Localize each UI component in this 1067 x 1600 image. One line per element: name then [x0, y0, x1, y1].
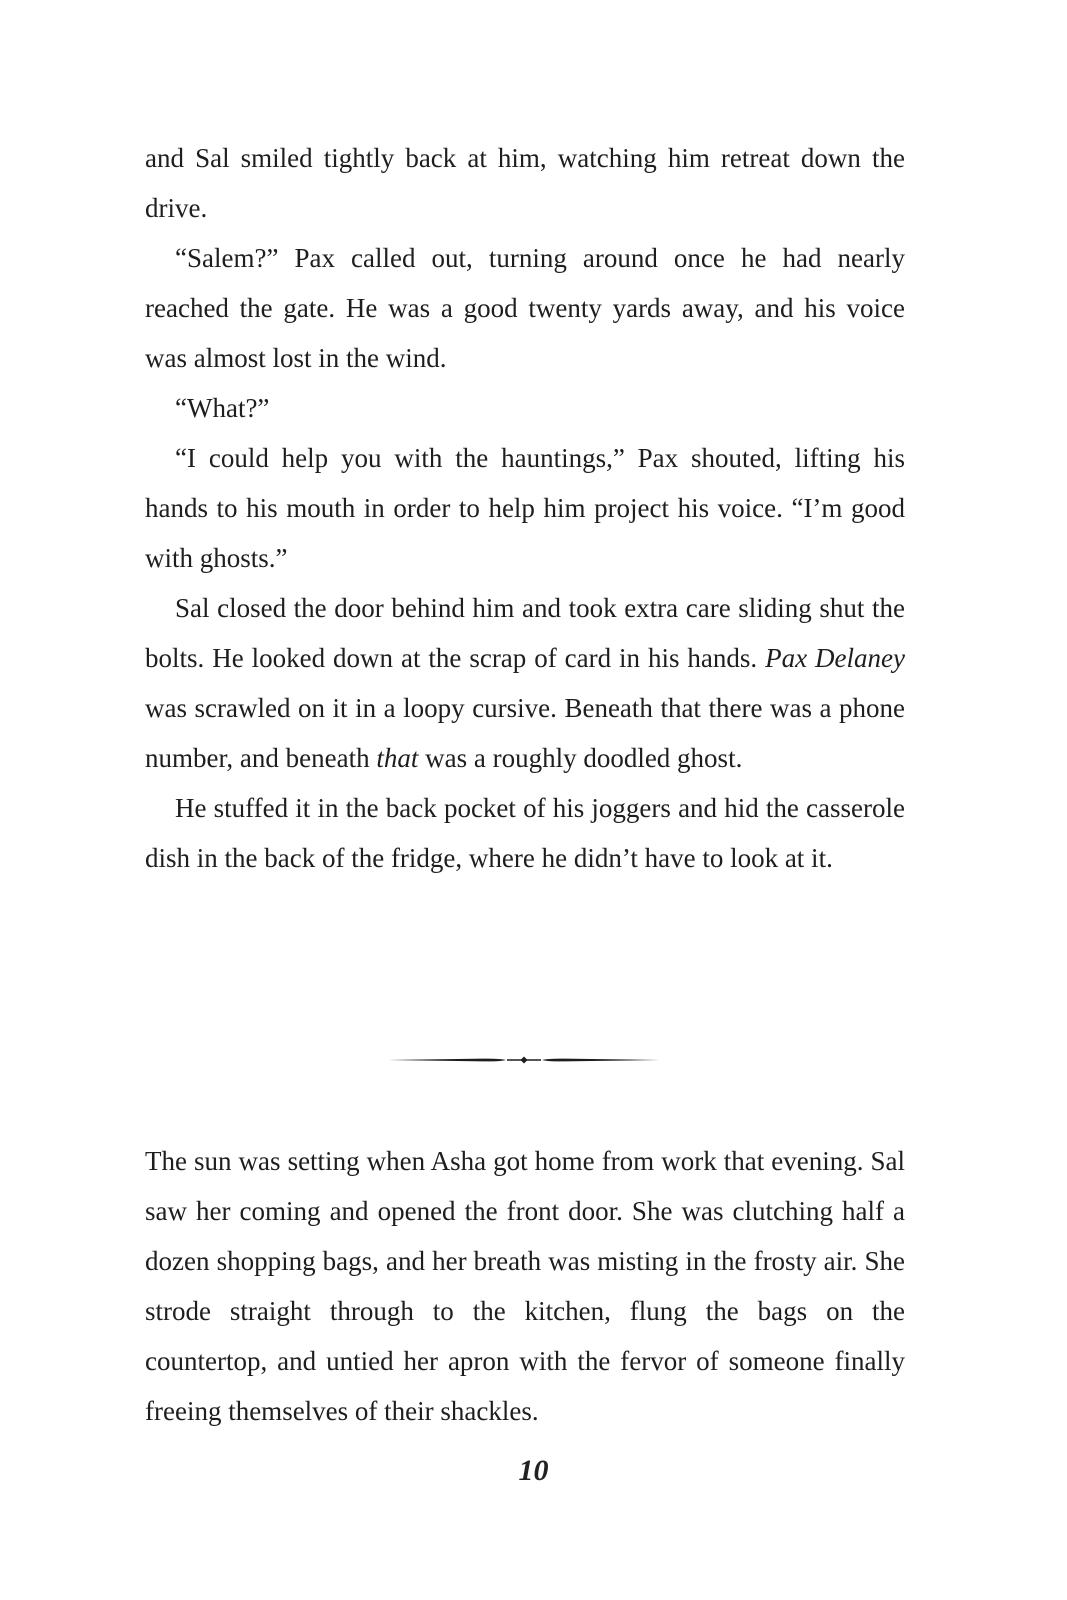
ornamental-rule-icon [388, 1050, 660, 1070]
paragraph [145, 583, 905, 783]
paragraph: The sun was setting when Asha got home from work that evening. Sal saw her coming and opened the front door. She was clutching half a dozen shopping bags, and her breath was misting in the frosty air. She strode straight through to the kitchen, flung the bags on the countertop, and untied her apron with the fervor of someone finally freeing themselves of their shackles. [145, 1146, 905, 1426]
paragraph: “What?” [175, 393, 270, 423]
paragraph-text: was scrawled on it in a loopy cursive. Beneath that there was a phone number, and beneath [145, 693, 905, 773]
italic-name: Pax Delaney [765, 643, 905, 673]
paragraph: and Sal smiled tightly back at him, watching him retreat down the drive. [145, 143, 905, 223]
page-number: 10 [518, 1454, 549, 1487]
text-section-2 [145, 1136, 905, 1436]
paragraph-text: was a roughly doodled ghost. [418, 743, 743, 773]
italic-word: that [376, 743, 419, 773]
paragraph: “Salem?” Pax called out, turning around once he had nearly reached the gate. He was a good twenty yards away, and his voice was almost lost in the wind. [145, 243, 905, 373]
paragraph: He stuffed it in the back pocket of his joggers and hid the casserole dish in the back of the fridge, where he didn’t have to look at it. [145, 793, 905, 873]
text-section-1 [145, 133, 905, 883]
paragraph-text: Sal closed the door behind him and took extra care sliding shut the bolts. He looked down at the scrap of card in his hands. [145, 593, 905, 673]
paragraph: “I could help you with the hauntings,” Pax shouted, lifting his hands to his mouth in order to help him project his voice. “I’m good with ghosts.” [145, 443, 905, 573]
